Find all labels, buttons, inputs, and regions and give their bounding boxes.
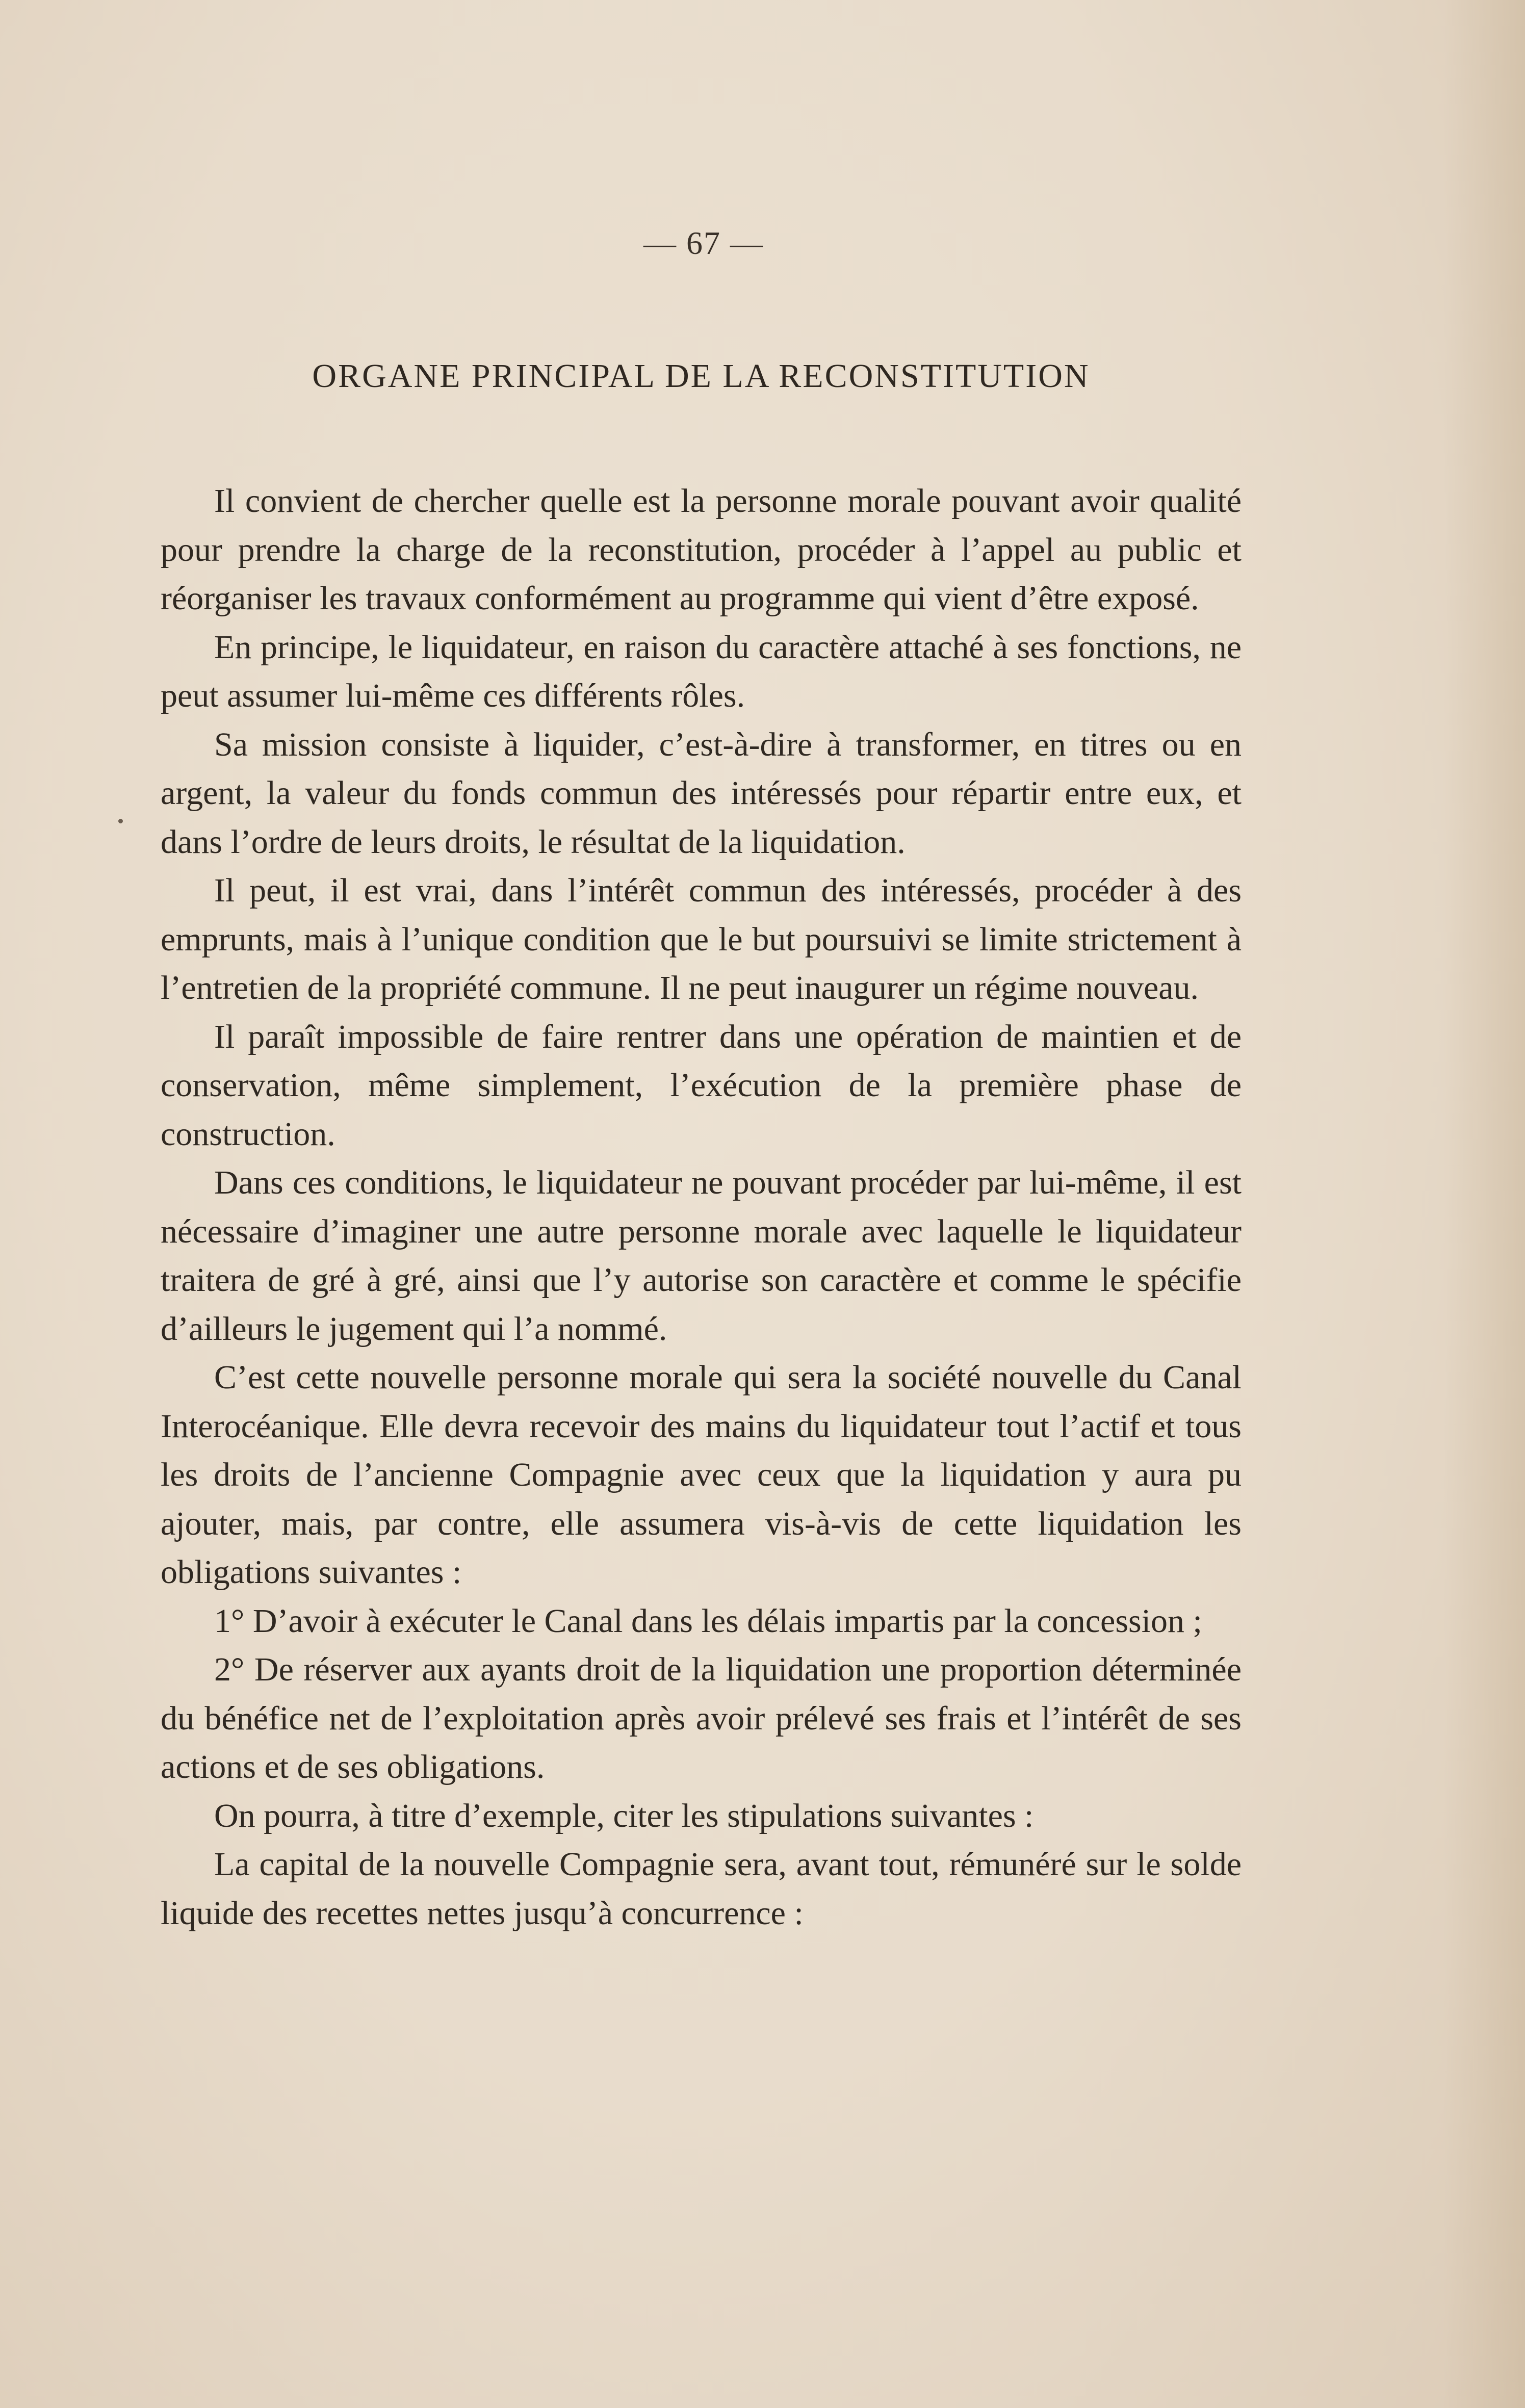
- paragraph: On pourra, à titre d’exemple, citer les stipulations suivantes :: [214, 1797, 1034, 1834]
- list-item-2: 2° De réserver aux ayants droit de la liquidation une proportion déterminée du bénéfice net de l’exploitation après avoir prélevé ses frais et l’intérêt de ses actions et de ses obligations.: [161, 1651, 1242, 1785]
- page-edge-shadow: [1443, 0, 1525, 2408]
- page-number: — 67 —: [643, 225, 764, 261]
- paragraph: C’est cette nouvelle personne morale qui sera la société nouvelle du Canal Interocéanique. Elle devra recevoir des mains du liquidateur tout l’actif et tous les droits de l’ancienne Compagnie avec ceux que la liquidation y aura pu ajouter, mais, par contre, elle assumera vis-à-vis de cette liquidation les obligations suivantes :: [161, 1359, 1242, 1591]
- paragraph: La capital de la nouvelle Compagnie sera, avant tout, rémunéré sur le solde liquide des recettes nettes jusqu’à concurrence :: [161, 1846, 1242, 1932]
- paragraph: Il paraît impossible de faire rentrer dans une opération de maintien et de conservation, même simplement, l’exécution de la première phase de construction.: [161, 1018, 1242, 1153]
- chapter-title: ORGANE PRINCIPAL DE LA RECONSTITUTION: [312, 357, 1090, 395]
- paragraph: Il convient de chercher quelle est la personne morale pouvant avoir qualité pour prendre la charge de la reconstitution, procéder à l’appel au public et réorganiser les travaux conformément au programme qui vient d’être exposé.: [161, 482, 1242, 617]
- paragraph: En principe, le liquidateur, en raison du caractère attaché à ses fonctions, ne peut assumer lui-même ces différents rôles.: [161, 628, 1242, 714]
- paragraph: Il peut, il est vrai, dans l’intérêt commun des intéressés, procéder à des emprunts, mais à l’unique condition que le but poursuivi se limite strictement à l’entretien de la propriété commune. Il ne peut inaugurer un régime nouveau.: [161, 872, 1242, 1006]
- list-item-1: 1° D’avoir à exécuter le Canal dans les délais impartis par la concession ;: [214, 1602, 1202, 1640]
- paragraph: Dans ces conditions, le liquidateur ne pouvant procéder par lui-même, il est nécessaire d’imaginer une autre personne morale avec laquelle le liquidateur traitera de gré à gré, ainsi que l’y autorise son caractère et comme le spécifie d’ailleurs le jugement qui l’a nommé.: [161, 1164, 1242, 1348]
- ink-speck: [118, 819, 123, 823]
- paragraph: Sa mission consiste à liquider, c’est-à-dire à transformer, en titres ou en argent, la valeur du fonds commun des intéressés pour répartir entre eux, et dans l’ordre de leurs droits, le résultat de la liquidation.: [161, 726, 1242, 861]
- body-text: [161, 477, 1242, 1937]
